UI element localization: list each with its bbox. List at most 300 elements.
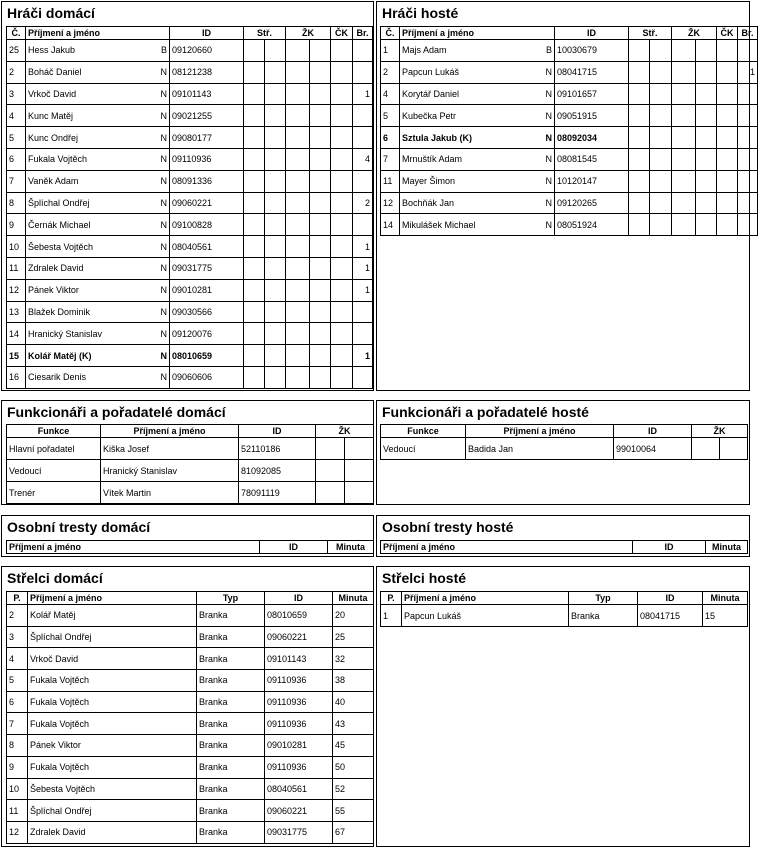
player-name: Vaněk Adam <box>28 176 79 187</box>
player-position: N <box>160 154 167 165</box>
red-card-cell <box>331 127 353 149</box>
yellow-card-cell <box>696 148 717 170</box>
player-goals <box>353 61 373 83</box>
player-id: 08121238 <box>170 61 244 83</box>
player-name-cell <box>400 127 555 149</box>
scorer-name: Šplíchal Ondřej <box>28 800 197 822</box>
substitution-cell <box>265 192 286 214</box>
table-row <box>7 626 374 648</box>
yellow-card-cell <box>692 438 720 460</box>
table-row <box>381 148 758 170</box>
player-name: Kunc Matěj <box>28 110 74 121</box>
goal-minute: 25 <box>333 626 374 648</box>
table-row <box>7 61 373 83</box>
player-name-cell <box>400 40 555 62</box>
substitution-cell <box>244 214 265 236</box>
player-id: 09060606 <box>170 366 244 388</box>
table-row <box>7 279 373 301</box>
goal-type: Branka <box>197 691 265 713</box>
scorer-id: 09060221 <box>265 800 333 822</box>
substitution-cell <box>265 170 286 192</box>
table-row <box>7 821 374 843</box>
scorer-order: 5 <box>7 670 28 692</box>
player-name-cell <box>400 214 555 236</box>
table-row <box>7 192 373 214</box>
player-number: 6 <box>381 127 400 149</box>
official-id: 81092085 <box>239 460 316 482</box>
scorer-order: 6 <box>7 691 28 713</box>
goal-minute: 55 <box>333 800 374 822</box>
yellow-card-cell <box>286 40 310 62</box>
yellow-card-cell <box>672 127 696 149</box>
yellow-card-cell <box>310 214 331 236</box>
yellow-card-cell <box>672 40 696 62</box>
player-goals <box>738 148 758 170</box>
player-id: 09080177 <box>170 127 244 149</box>
player-number: 5 <box>381 105 400 127</box>
col-header-yellow-card: ŽK <box>692 425 748 438</box>
table-row <box>7 713 374 735</box>
scorer-id: 09110936 <box>265 691 333 713</box>
substitution-cell <box>265 323 286 345</box>
player-name: Papcun Lukáš <box>402 67 460 78</box>
player-name-cell <box>400 83 555 105</box>
home-penalties-panel <box>1 515 374 557</box>
col-header-id: ID <box>170 27 244 40</box>
substitution-cell <box>650 170 672 192</box>
player-name-cell <box>26 127 170 149</box>
player-id: 10030679 <box>555 40 629 62</box>
substitution-cell <box>650 148 672 170</box>
player-position: N <box>160 263 167 274</box>
player-goals <box>738 170 758 192</box>
table-row <box>7 40 373 62</box>
table-row <box>7 605 374 627</box>
col-header-red-card: ČK <box>717 27 738 40</box>
yellow-card-cell <box>286 214 310 236</box>
player-position: N <box>160 132 167 143</box>
player-number: 2 <box>7 61 26 83</box>
player-id: 09010281 <box>170 279 244 301</box>
player-name: Černák Michael <box>28 219 91 230</box>
player-number: 5 <box>7 127 26 149</box>
scorer-order: 4 <box>7 648 28 670</box>
player-id: 08081545 <box>555 148 629 170</box>
red-card-cell <box>331 301 353 323</box>
table-header-row <box>381 425 748 438</box>
red-card-cell <box>717 83 738 105</box>
goal-minute: 40 <box>333 691 374 713</box>
player-name: Bochňák Jan <box>402 197 455 208</box>
yellow-card-cell <box>672 170 696 192</box>
col-header-goals: Br. <box>738 27 758 40</box>
goal-type: Branka <box>197 756 265 778</box>
player-name-cell <box>26 257 170 279</box>
player-id: 09120265 <box>555 192 629 214</box>
player-name-cell <box>400 61 555 83</box>
goal-type: Branka <box>197 800 265 822</box>
col-header-name: Příjmení a jméno <box>28 592 197 605</box>
col-header-substitution: Stř. <box>629 27 672 40</box>
home-officials-panel <box>1 400 374 505</box>
player-name-cell <box>26 323 170 345</box>
scorer-order: 12 <box>7 821 28 843</box>
red-card-cell <box>331 105 353 127</box>
col-header-number: Č. <box>381 27 400 40</box>
player-position: N <box>545 67 552 78</box>
player-goals <box>738 105 758 127</box>
player-position: N <box>545 176 552 187</box>
player-position: N <box>160 110 167 121</box>
player-name: Vrkoč David <box>28 88 77 99</box>
player-name: Kubečka Petr <box>402 110 457 121</box>
red-card-cell <box>331 366 353 388</box>
away-officials-table <box>380 424 748 460</box>
red-card-cell <box>331 61 353 83</box>
player-goals <box>738 127 758 149</box>
red-card-cell <box>331 323 353 345</box>
yellow-card-cell <box>286 170 310 192</box>
col-header-role: Funkce <box>381 425 466 438</box>
table-row <box>7 735 374 757</box>
substitution-cell <box>650 127 672 149</box>
scorer-name: Zdralek David <box>28 821 197 843</box>
col-header-name: Příjmení a jméno <box>402 592 569 605</box>
player-goals <box>738 83 758 105</box>
table-row <box>7 105 373 127</box>
player-name-cell <box>26 279 170 301</box>
scorer-id: 08041715 <box>638 605 703 627</box>
player-number: 25 <box>7 40 26 62</box>
home-players-title: Hráči domácí <box>7 5 95 21</box>
player-position: N <box>160 241 167 252</box>
player-goals <box>353 214 373 236</box>
goal-type: Branka <box>197 821 265 843</box>
substitution-cell <box>265 345 286 367</box>
col-header-yellow-card: ŽK <box>672 27 717 40</box>
yellow-card-cell <box>345 438 374 460</box>
col-header-id: ID <box>555 27 629 40</box>
official-name: Hranický Stanislav <box>101 460 239 482</box>
official-id: 52110186 <box>239 438 316 460</box>
player-position: B <box>160 45 167 56</box>
table-row <box>7 323 373 345</box>
scorer-order: 11 <box>7 800 28 822</box>
col-header-id: ID <box>260 541 328 554</box>
player-goals: 4 <box>353 148 373 170</box>
away-officials-panel <box>376 400 750 505</box>
player-goals: 1 <box>353 257 373 279</box>
official-name: Badida Jan <box>466 438 614 460</box>
col-header-name: Příjmení a jméno <box>101 425 239 438</box>
player-position: N <box>545 110 552 121</box>
yellow-card-cell <box>316 460 345 482</box>
player-name: Sztula Jakub (K) <box>402 132 473 143</box>
player-goals: 2 <box>353 192 373 214</box>
scorer-order: 9 <box>7 756 28 778</box>
substitution-cell <box>265 105 286 127</box>
player-position: N <box>160 176 167 187</box>
player-name: Kolář Matěj (K) <box>28 350 92 361</box>
goal-minute: 45 <box>333 735 374 757</box>
player-id: 09110936 <box>170 148 244 170</box>
red-card-cell <box>331 214 353 236</box>
player-id: 09031775 <box>170 257 244 279</box>
yellow-card-cell <box>286 323 310 345</box>
table-row <box>7 482 374 504</box>
home-penalties-title: Osobní tresty domácí <box>7 519 151 535</box>
player-id: 09100828 <box>170 214 244 236</box>
substitution-cell <box>629 214 650 236</box>
table-row <box>7 756 374 778</box>
yellow-card-cell <box>286 366 310 388</box>
substitution-cell <box>629 105 650 127</box>
goal-minute: 32 <box>333 648 374 670</box>
player-name-cell <box>26 40 170 62</box>
substitution-cell <box>265 236 286 258</box>
substitution-cell <box>244 148 265 170</box>
player-name: Fukala Vojtěch <box>28 154 88 165</box>
player-name: Šebesta Vojtěch <box>28 241 94 252</box>
player-position: N <box>545 88 552 99</box>
red-card-cell <box>717 148 738 170</box>
red-card-cell <box>331 148 353 170</box>
scorer-id: 09031775 <box>265 821 333 843</box>
player-name: Mikulášek Michael <box>402 219 476 230</box>
scorer-id: 09060221 <box>265 626 333 648</box>
yellow-card-cell <box>286 148 310 170</box>
substitution-cell <box>265 366 286 388</box>
player-name-cell <box>26 105 170 127</box>
player-position: N <box>160 88 167 99</box>
col-header-type: Typ <box>569 592 638 605</box>
away-scorers-panel <box>376 566 750 847</box>
yellow-card-cell <box>696 83 717 105</box>
yellow-card-cell <box>310 83 331 105</box>
red-card-cell <box>717 105 738 127</box>
goal-type: Branka <box>197 648 265 670</box>
player-name-cell <box>26 301 170 323</box>
table-row <box>7 460 374 482</box>
table-row <box>7 127 373 149</box>
col-header-yellow-card: ŽK <box>316 425 374 438</box>
player-name: Blažek Dominik <box>28 306 91 317</box>
player-id: 08010659 <box>170 345 244 367</box>
substitution-cell <box>265 214 286 236</box>
substitution-cell <box>265 40 286 62</box>
yellow-card-cell <box>696 192 717 214</box>
player-goals <box>353 40 373 62</box>
scorer-name: Papcun Lukáš <box>402 605 569 627</box>
table-row <box>381 170 758 192</box>
table-header-row <box>7 541 374 554</box>
player-id: 09120660 <box>170 40 244 62</box>
scorer-id: 09110936 <box>265 713 333 735</box>
player-number: 12 <box>381 192 400 214</box>
yellow-card-cell <box>310 127 331 149</box>
col-header-id: ID <box>638 592 703 605</box>
col-header-id: ID <box>614 425 692 438</box>
player-name-cell <box>400 148 555 170</box>
player-number: 8 <box>7 192 26 214</box>
table-row <box>7 670 374 692</box>
player-goals <box>738 192 758 214</box>
scorer-name: Pánek Viktor <box>28 735 197 757</box>
player-goals <box>353 170 373 192</box>
substitution-cell <box>629 192 650 214</box>
col-header-red-card: ČK <box>331 27 353 40</box>
player-id: 09030566 <box>170 301 244 323</box>
table-header-row <box>381 27 758 40</box>
substitution-cell <box>650 214 672 236</box>
scorer-name: Fukala Vojtěch <box>28 713 197 735</box>
away-penalties-title: Osobní tresty hosté <box>382 519 514 535</box>
official-name: Kiška Josef <box>101 438 239 460</box>
player-position: N <box>160 350 167 361</box>
col-header-order: P. <box>381 592 402 605</box>
player-name: Kunc Ondřej <box>28 132 79 143</box>
player-goals: 1 <box>353 236 373 258</box>
player-id: 09060221 <box>170 192 244 214</box>
table-row <box>381 214 758 236</box>
player-name-cell <box>26 214 170 236</box>
player-name-cell <box>26 83 170 105</box>
official-role: Vedoucí <box>381 438 466 460</box>
yellow-card-cell <box>672 83 696 105</box>
substitution-cell <box>244 83 265 105</box>
player-goals <box>353 366 373 388</box>
substitution-cell <box>650 40 672 62</box>
scorer-name: Fukala Vojtěch <box>28 691 197 713</box>
table-row <box>381 40 758 62</box>
substitution-cell <box>629 170 650 192</box>
substitution-cell <box>650 61 672 83</box>
player-goals: 1 <box>353 345 373 367</box>
player-number: 4 <box>7 105 26 127</box>
goal-minute: 43 <box>333 713 374 735</box>
away-players-title: Hráči hosté <box>382 5 459 21</box>
red-card-cell <box>331 83 353 105</box>
official-role: Trenér <box>7 482 101 504</box>
yellow-card-cell <box>310 105 331 127</box>
substitution-cell <box>244 236 265 258</box>
yellow-card-cell <box>696 61 717 83</box>
substitution-cell <box>265 301 286 323</box>
player-number: 11 <box>381 170 400 192</box>
away-scorers-table <box>380 591 748 627</box>
player-number: 1 <box>381 40 400 62</box>
red-card-cell <box>331 257 353 279</box>
player-id: 08051924 <box>555 214 629 236</box>
player-name-cell <box>26 170 170 192</box>
player-id: 09120076 <box>170 323 244 345</box>
player-id: 09051915 <box>555 105 629 127</box>
table-row <box>381 127 758 149</box>
yellow-card-cell <box>345 460 374 482</box>
substitution-cell <box>265 148 286 170</box>
col-header-order: P. <box>7 592 28 605</box>
player-number: 14 <box>7 323 26 345</box>
scorer-name: Fukala Vojtěch <box>28 670 197 692</box>
table-row <box>7 214 373 236</box>
col-header-minute: Minuta <box>706 541 748 554</box>
col-header-name: Příjmení a jméno <box>381 541 633 554</box>
yellow-card-cell <box>310 257 331 279</box>
substitution-cell <box>244 127 265 149</box>
goal-minute: 67 <box>333 821 374 843</box>
scorer-id: 09101143 <box>265 648 333 670</box>
player-position: N <box>545 132 552 143</box>
substitution-cell <box>244 40 265 62</box>
red-card-cell <box>717 127 738 149</box>
official-role: Vedoucí <box>7 460 101 482</box>
player-name: Majs Adam <box>402 45 447 56</box>
substitution-cell <box>265 257 286 279</box>
goal-minute: 50 <box>333 756 374 778</box>
substitution-cell <box>244 279 265 301</box>
player-number: 12 <box>7 279 26 301</box>
yellow-card-cell <box>696 170 717 192</box>
home-officials-title: Funkcionáři a pořadatelé domácí <box>7 404 226 420</box>
scorer-order: 10 <box>7 778 28 800</box>
player-goals <box>738 214 758 236</box>
red-card-cell <box>331 279 353 301</box>
player-name-cell <box>400 192 555 214</box>
table-row <box>7 648 374 670</box>
player-goals: 1 <box>353 279 373 301</box>
yellow-card-cell <box>286 192 310 214</box>
table-row <box>381 192 758 214</box>
player-name: Zdralek David <box>28 263 84 274</box>
substitution-cell <box>244 170 265 192</box>
player-number: 11 <box>7 257 26 279</box>
substitution-cell <box>244 192 265 214</box>
yellow-card-cell <box>286 61 310 83</box>
yellow-card-cell <box>310 301 331 323</box>
goal-type: Branka <box>569 605 638 627</box>
table-header-row <box>7 592 374 605</box>
col-header-name: Příjmení a jméno <box>26 27 170 40</box>
home-scorers-title: Střelci domácí <box>7 570 103 586</box>
col-header-minute: Minuta <box>333 592 374 605</box>
player-id: 08091336 <box>170 170 244 192</box>
table-row <box>7 148 373 170</box>
home-scorers-table <box>6 591 374 844</box>
table-row <box>381 105 758 127</box>
player-position: N <box>160 67 167 78</box>
col-header-name: Příjmení a jméno <box>466 425 614 438</box>
yellow-card-cell <box>310 148 331 170</box>
goal-type: Branka <box>197 605 265 627</box>
player-position: N <box>160 285 167 296</box>
col-header-id: ID <box>633 541 706 554</box>
player-name-cell <box>26 148 170 170</box>
player-goals <box>738 40 758 62</box>
col-header-role: Funkce <box>7 425 101 438</box>
player-name-cell <box>26 236 170 258</box>
col-header-goals: Br. <box>353 27 373 40</box>
player-name-cell <box>26 366 170 388</box>
yellow-card-cell <box>286 105 310 127</box>
scorer-order: 1 <box>381 605 402 627</box>
yellow-card-cell <box>286 83 310 105</box>
player-number: 7 <box>7 170 26 192</box>
yellow-card-cell <box>310 345 331 367</box>
col-header-number: Č. <box>7 27 26 40</box>
substitution-cell <box>244 61 265 83</box>
home-players-table <box>6 26 373 389</box>
red-card-cell <box>331 170 353 192</box>
